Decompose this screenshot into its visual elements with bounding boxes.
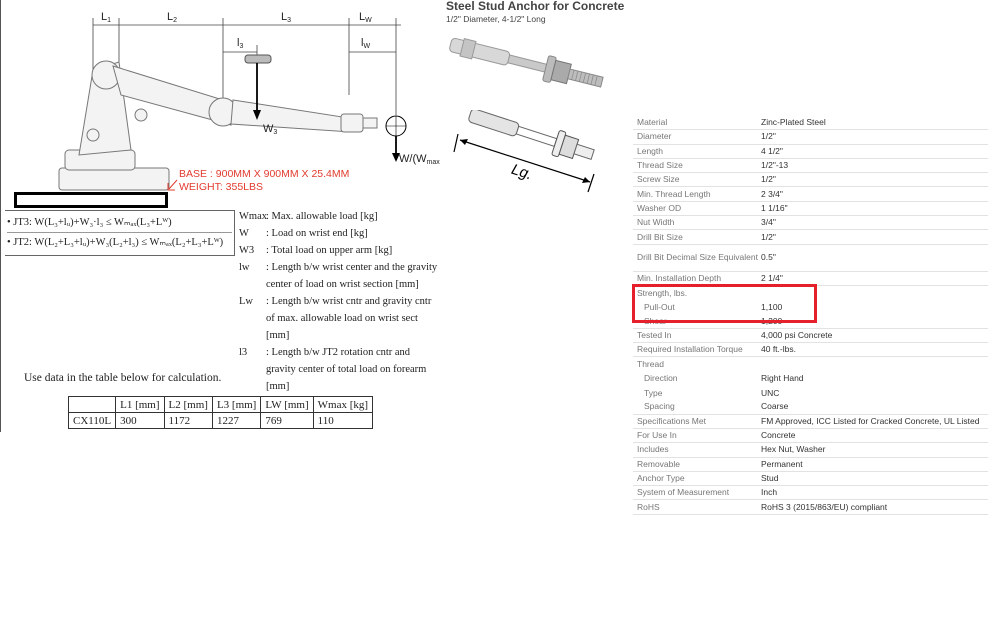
- spec-row: Shear 1,200: [633, 315, 988, 329]
- spec-row: Thread: [637, 359, 664, 370]
- dim-l3: L3: [281, 11, 292, 24]
- spec-row: Min. Thread Length 2 3/4": [633, 187, 988, 201]
- base-black-box: [14, 192, 168, 208]
- table-header-cell: LW [mm]: [261, 397, 313, 413]
- spec-row: Diameter 1/2": [633, 130, 988, 144]
- base-note: [179, 168, 349, 194]
- spec-row: Thread Size 1/2"-13: [633, 159, 988, 173]
- table-header-row: [69, 397, 373, 413]
- spec-row: Drill Bit Decimal Size Equivalent 0.5": [633, 245, 988, 272]
- spec-row: Min. Installation Depth 2 1/4": [633, 272, 988, 286]
- spec-row: Specifications Met FM Approved, ICC Listed for Cracked Concrete, UL Listed: [633, 415, 988, 429]
- w3-label: W3: [263, 123, 278, 136]
- spec-row: Length 4 1/2": [633, 145, 988, 159]
- legend-row: lw : Length b/w wrist center and the gravity center of load on wrist section [mm]: [239, 262, 438, 290]
- product-subtitle: 1/2" Diameter, 4-1/2" Long: [446, 14, 546, 24]
- product-title: Steel Stud Anchor for Concrete: [446, 0, 625, 13]
- strength-highlight-box: [632, 284, 817, 323]
- length-label: Lg.: [509, 160, 535, 184]
- spec-row: Tested In 4,000 psi Concrete: [633, 329, 988, 343]
- legend-row: W : Load on wrist end [kg]: [239, 228, 368, 239]
- spec-row: For Use In Concrete: [633, 429, 988, 443]
- spec-row: Spacing Coarse: [633, 400, 988, 414]
- spec-row: RoHS RoHS 3 (2015/863/EU) compliant: [633, 500, 988, 514]
- spec-row: Screw Size 1/2": [633, 173, 988, 187]
- symbol-legend: [239, 208, 439, 395]
- spec-row: Removable Permanent: [633, 458, 988, 472]
- table-row: [69, 413, 373, 429]
- dim-lw: LW: [359, 11, 372, 24]
- robot-load-diagram-panel: [0, 0, 440, 432]
- dim-lw-small: lW: [361, 37, 371, 50]
- spec-row: Required Installation Torque 40 ft.-lbs.: [633, 343, 988, 357]
- spec-row: Pull-Out 1,100: [644, 301, 783, 312]
- use-data-note: Use data in the table below for calculation.: [24, 372, 222, 384]
- anchor-length-drawing: [450, 110, 610, 200]
- spec-row: Anchor Type Stud: [633, 472, 988, 486]
- table-cell: 110: [313, 413, 372, 429]
- spec-row: Direction Right Hand: [644, 373, 804, 384]
- dim-l3-small: l3: [237, 37, 244, 50]
- table-header-cell: L2 [mm]: [164, 397, 212, 413]
- robot-spec-table: [68, 396, 373, 429]
- legend-row: W3 : Total load on upper arm [kg]: [239, 245, 393, 256]
- load-formulas: [5, 210, 235, 256]
- w-label: W/(Wmax: [399, 153, 440, 166]
- spec-row: Strength, lbs.: [637, 287, 688, 298]
- base-dimensions-text: BASE : 900MM X 900MM X 25.4MM: [179, 168, 350, 180]
- table-cell: 300: [116, 413, 164, 429]
- formula-jt2: • JT2: W(L₂+L₃+lᵤ)+W₃(L₂+l₃) ≤ Wₘₐₓ(L₂+L₃+Lᵂ): [7, 237, 224, 248]
- dim-l2: L2: [167, 11, 178, 24]
- table-cell: CX110L: [69, 413, 116, 429]
- table-cell: 1227: [212, 413, 260, 429]
- spec-row: Drill Bit Size 1/2": [633, 230, 988, 244]
- legend-row: Lw : Length b/w wrist cntr and gravity cntr of max. allowable load on wrist sect [mm]: [239, 296, 432, 341]
- legend-row: l3 : Length b/w JT2 rotation cntr and gravity center of total load on forearm [mm]: [239, 347, 427, 392]
- legend-row: Wmax : Max. allowable load [kg]: [239, 211, 378, 222]
- spec-row: Washer OD 1 1/16": [633, 202, 988, 216]
- base-weight-text: WEIGHT: 355LBS: [179, 181, 264, 193]
- formula-jt3: • JT3: W(L₃+lᵤ)+W₃·l₃ ≤ Wₘₐₓ(L₃+Lᵂ): [7, 213, 232, 233]
- spec-row: Material Zinc-Plated Steel: [633, 116, 988, 130]
- anchor-photo-icon: [440, 26, 615, 101]
- spec-row: Includes Hex Nut, Washer: [633, 443, 988, 457]
- table-header-cell: [69, 397, 116, 413]
- spec-row: Nut Width 3/4": [633, 216, 988, 230]
- table-cell: 1172: [164, 413, 212, 429]
- spec-row: Type UNC: [644, 387, 780, 398]
- dim-l1: L1: [101, 11, 112, 24]
- table-header-cell: Wmax [kg]: [313, 397, 372, 413]
- table-header-cell: L1 [mm]: [116, 397, 164, 413]
- table-header-cell: L3 [mm]: [212, 397, 260, 413]
- table-cell: 769: [261, 413, 313, 429]
- spec-row: System of Measurement Inch: [633, 486, 988, 500]
